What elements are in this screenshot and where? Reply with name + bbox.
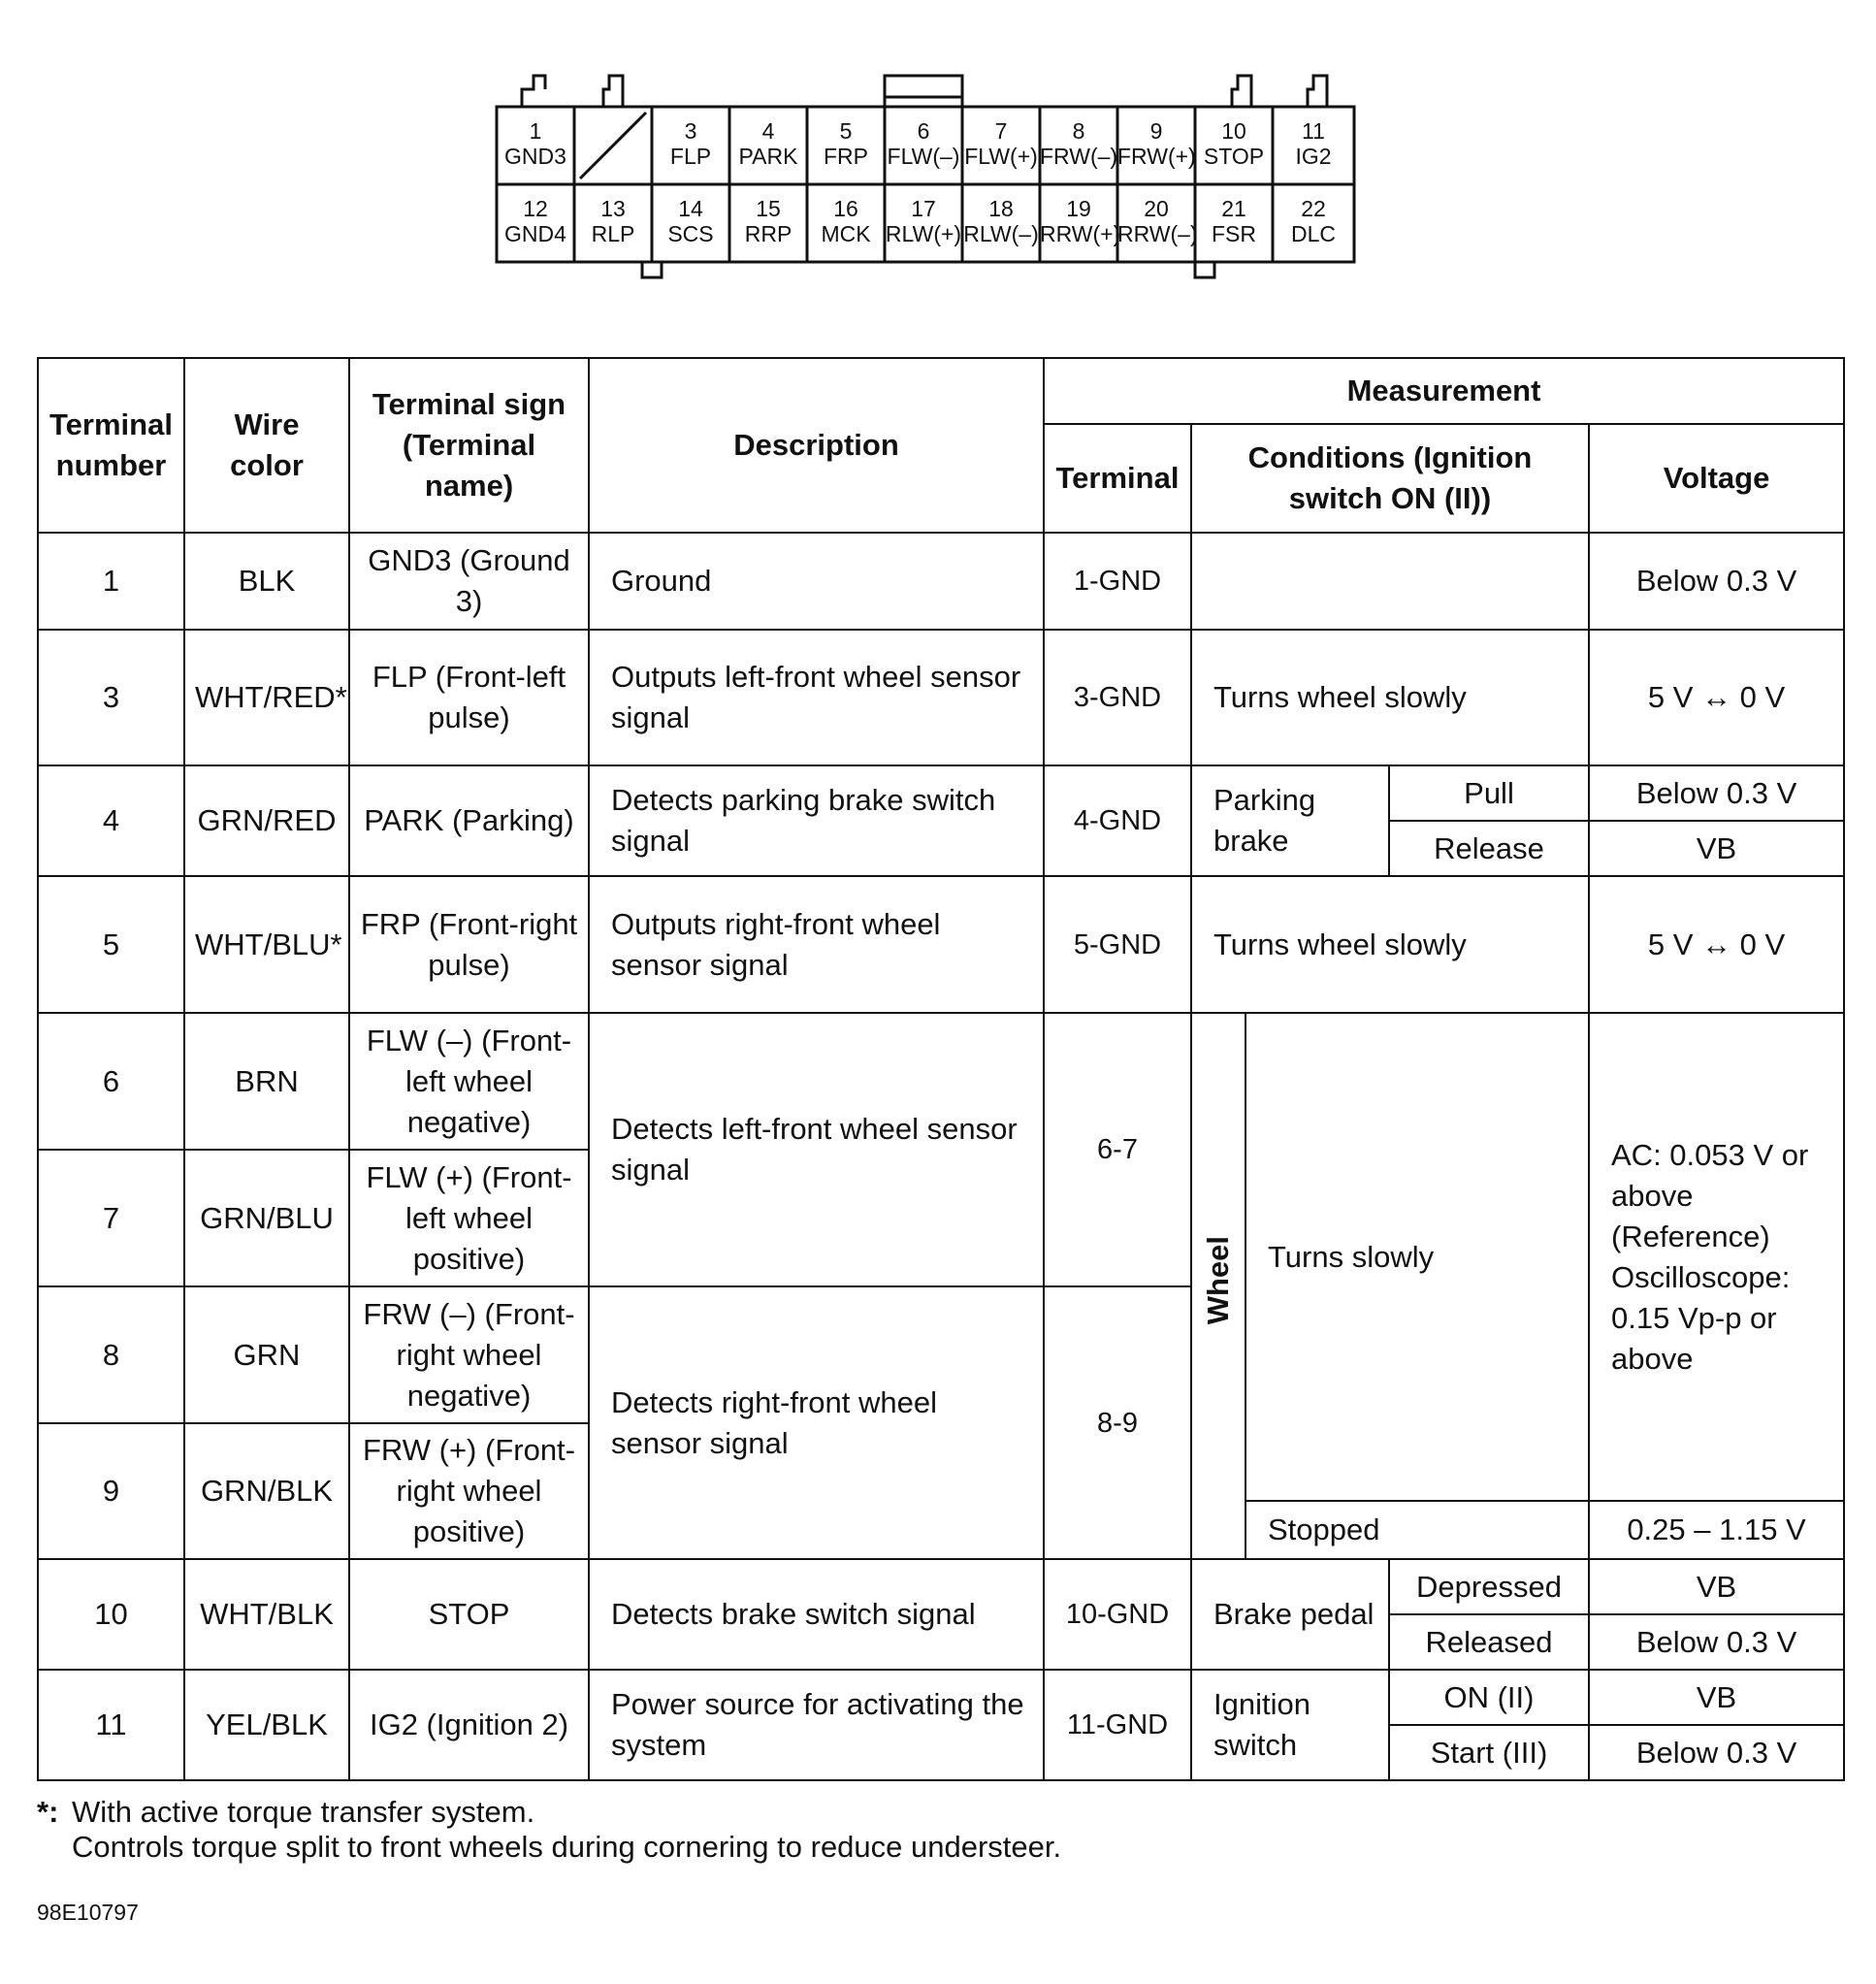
header-wire-color: Wire color bbox=[184, 358, 349, 533]
pin-7 bbox=[962, 118, 1040, 169]
terminal-number: 5 bbox=[38, 876, 184, 1013]
terminal-sign: FRW (–) (Front-right wheel negative) bbox=[349, 1286, 589, 1423]
header-terminal-sign: Terminal sign (Terminal name) bbox=[349, 358, 589, 533]
voltage: Below 0.3 V bbox=[1589, 765, 1844, 821]
pin-sign: GND4 bbox=[504, 221, 566, 246]
sub-condition: Start (III) bbox=[1389, 1725, 1589, 1780]
condition: Ignition switch bbox=[1191, 1670, 1389, 1780]
table-row bbox=[38, 630, 1844, 765]
voltage: VB bbox=[1589, 1559, 1844, 1614]
pin-number: 9 bbox=[1149, 118, 1163, 144]
pin-10 bbox=[1195, 118, 1273, 169]
pin-number: 13 bbox=[600, 196, 626, 221]
wire-color: BRN bbox=[184, 1013, 349, 1150]
pin-sign: FLW(–) bbox=[887, 144, 960, 169]
terminal-sign: FRW (+) (Front-right wheel positive) bbox=[349, 1423, 589, 1559]
pin-number: 21 bbox=[1221, 196, 1246, 221]
voltage: Below 0.3 V bbox=[1589, 533, 1844, 630]
sub-condition: Depressed bbox=[1389, 1559, 1589, 1614]
pin-sign: RLP bbox=[591, 221, 635, 246]
measure-terminal: 5-GND bbox=[1044, 876, 1191, 1013]
pin-number: 3 bbox=[684, 118, 697, 144]
footnote-body bbox=[72, 1795, 1061, 1865]
terminal-sign: STOP bbox=[349, 1559, 589, 1670]
pin-sign: FRW(+) bbox=[1117, 144, 1196, 169]
pin-number: 14 bbox=[678, 196, 703, 221]
pin-3 bbox=[652, 118, 729, 169]
measure-terminal: 6-7 bbox=[1044, 1013, 1191, 1286]
footnote-mark: *: bbox=[37, 1795, 59, 1829]
wire-color: GRN/RED bbox=[184, 765, 349, 876]
pin-number: 20 bbox=[1144, 196, 1169, 221]
condition bbox=[1191, 533, 1589, 630]
voltage: VB bbox=[1589, 821, 1844, 876]
measure-terminal: 1-GND bbox=[1044, 533, 1191, 630]
voltage: 0.25 – 1.15 V bbox=[1589, 1501, 1844, 1559]
pin-sign: PARK bbox=[738, 144, 798, 169]
pin-22 bbox=[1273, 196, 1354, 246]
wheel-label: Wheel bbox=[1201, 1236, 1235, 1325]
terminal-sign: IG2 (Ignition 2) bbox=[349, 1670, 589, 1780]
pin-13 bbox=[574, 196, 652, 246]
table-row bbox=[38, 1559, 1844, 1614]
terminal-sign: FRP (Front-right pulse) bbox=[349, 876, 589, 1013]
footnote-line-2: Controls torque split to front wheels during cornering to reduce understeer. bbox=[72, 1830, 1062, 1864]
pin-sign: FRW(–) bbox=[1040, 144, 1118, 169]
sub-condition: Pull bbox=[1389, 765, 1589, 821]
pin-number: 6 bbox=[917, 118, 930, 144]
pin-18 bbox=[962, 196, 1040, 246]
terminal-number: 3 bbox=[38, 630, 184, 765]
sub-condition: Release bbox=[1389, 821, 1589, 876]
connector-outline bbox=[495, 72, 1368, 285]
table-row bbox=[38, 765, 1844, 821]
wire-color: WHT/RED* bbox=[184, 630, 349, 765]
pin-number: 8 bbox=[1072, 118, 1085, 144]
voltage: Below 0.3 V bbox=[1589, 1614, 1844, 1670]
pin-16 bbox=[807, 196, 885, 246]
terminal-number: 4 bbox=[38, 765, 184, 876]
pin-sign: DLC bbox=[1290, 221, 1336, 246]
pin-sign: FRP bbox=[824, 144, 868, 169]
terminal-number: 1 bbox=[38, 533, 184, 630]
terminal-sign: PARK (Parking) bbox=[349, 765, 589, 876]
description: Outputs right-front wheel sensor signal bbox=[589, 876, 1044, 1013]
wire-color: BLK bbox=[184, 533, 349, 630]
pin-number: 18 bbox=[988, 196, 1014, 221]
pin-sign: STOP bbox=[1203, 144, 1265, 169]
pin-number: 10 bbox=[1221, 118, 1246, 144]
pin-number: 17 bbox=[911, 196, 936, 221]
pin-sign: FSR bbox=[1212, 221, 1256, 246]
pin-number: 19 bbox=[1066, 196, 1091, 221]
pin-number: 7 bbox=[994, 118, 1008, 144]
terminal-sign: FLW (+) (Front-left wheel positive) bbox=[349, 1150, 589, 1286]
pin-sign: FLP bbox=[669, 144, 712, 169]
pin-1 bbox=[497, 118, 574, 169]
voltage: Below 0.3 V bbox=[1589, 1725, 1844, 1780]
pin-sign: RRW(–) bbox=[1117, 221, 1198, 246]
figure-id: 98E10797 bbox=[37, 1900, 139, 1925]
description: Ground bbox=[589, 533, 1044, 630]
voltage: 5 V ↔ 0 V bbox=[1589, 630, 1844, 765]
wire-color: WHT/BLK bbox=[184, 1559, 349, 1670]
description: Detects right-front wheel sensor signal bbox=[589, 1286, 1044, 1559]
header-description: Description bbox=[589, 358, 1044, 533]
terminal-sign: FLW (–) (Front-left wheel negative) bbox=[349, 1013, 589, 1150]
pin-number: 22 bbox=[1301, 196, 1326, 221]
measure-terminal: 3-GND bbox=[1044, 630, 1191, 765]
pin-9 bbox=[1117, 118, 1195, 169]
pin-number: 11 bbox=[1302, 118, 1325, 144]
voltage: 5 V ↔ 0 V bbox=[1589, 876, 1844, 1013]
condition: Parking brake bbox=[1191, 765, 1389, 876]
wire-color: GRN bbox=[184, 1286, 349, 1423]
measure-terminal: 10-GND bbox=[1044, 1559, 1191, 1670]
pin-sign: RRP bbox=[744, 221, 792, 246]
pin-20 bbox=[1117, 196, 1198, 246]
pin-4 bbox=[729, 118, 807, 169]
wire-color: GRN/BLU bbox=[184, 1150, 349, 1286]
table-row bbox=[38, 1013, 1844, 1150]
terminal-table bbox=[37, 357, 1845, 1781]
wire-color: GRN/BLK bbox=[184, 1423, 349, 1559]
header-voltage: Voltage bbox=[1589, 424, 1844, 533]
voltage: AC: 0.053 V or above (Reference) Oscilloscope: 0.15 Vp-p or above bbox=[1589, 1013, 1844, 1501]
condition: Stopped bbox=[1245, 1501, 1589, 1559]
terminal-number: 8 bbox=[38, 1286, 184, 1423]
terminal-number: 10 bbox=[38, 1559, 184, 1670]
description: Detects brake switch signal bbox=[589, 1559, 1044, 1670]
pin-21 bbox=[1195, 196, 1273, 246]
voltage: VB bbox=[1589, 1670, 1844, 1725]
description: Power source for activating the system bbox=[589, 1670, 1044, 1780]
table-row bbox=[38, 1670, 1844, 1725]
pin-12 bbox=[497, 196, 574, 246]
pin-19 bbox=[1040, 196, 1121, 246]
condition: Brake pedal bbox=[1191, 1559, 1389, 1670]
wire-color: WHT/BLU* bbox=[184, 876, 349, 1013]
terminal-number: 11 bbox=[38, 1670, 184, 1780]
header-conditions: Conditions (Ignition switch ON (II)) bbox=[1191, 424, 1589, 533]
terminal-sign: GND3 (Ground 3) bbox=[349, 533, 589, 630]
wheel-label-cell bbox=[1191, 1013, 1245, 1559]
header-terminal: Terminal bbox=[1044, 424, 1191, 533]
terminal-number: 6 bbox=[38, 1013, 184, 1150]
sub-condition: Released bbox=[1389, 1614, 1589, 1670]
header-measurement: Measurement bbox=[1044, 358, 1844, 424]
table-row bbox=[38, 533, 1844, 630]
pin-sign: RRW(+) bbox=[1040, 221, 1121, 246]
description: Outputs left-front wheel sensor signal bbox=[589, 630, 1044, 765]
header-terminal-number: Terminal number bbox=[38, 358, 184, 533]
condition: Turns wheel slowly bbox=[1191, 630, 1589, 765]
pin-8 bbox=[1040, 118, 1117, 169]
wire-color: YEL/BLK bbox=[184, 1670, 349, 1780]
terminal-number: 7 bbox=[38, 1150, 184, 1286]
pin-number: 4 bbox=[761, 118, 775, 144]
pin-17 bbox=[885, 196, 962, 246]
pin-sign: MCK bbox=[821, 221, 871, 246]
pin-15 bbox=[729, 196, 807, 246]
condition: Turns wheel slowly bbox=[1191, 876, 1589, 1013]
pin-sign: GND3 bbox=[504, 144, 566, 169]
sub-condition: ON (II) bbox=[1389, 1670, 1589, 1725]
pin-11 bbox=[1273, 118, 1354, 169]
footnote-line-1: With active torque transfer system. bbox=[72, 1795, 535, 1829]
pin-number: 5 bbox=[839, 118, 853, 144]
pin-5 bbox=[807, 118, 885, 169]
measure-terminal: 8-9 bbox=[1044, 1286, 1191, 1559]
condition: Turns slowly bbox=[1245, 1013, 1589, 1501]
pin-6 bbox=[885, 118, 962, 169]
measure-terminal: 11-GND bbox=[1044, 1670, 1191, 1780]
pin-14 bbox=[652, 196, 729, 246]
description: Detects left-front wheel sensor signal bbox=[589, 1013, 1044, 1286]
pin-number: 1 bbox=[529, 118, 542, 144]
terminal-number: 9 bbox=[38, 1423, 184, 1559]
pin-sign: IG2 bbox=[1295, 144, 1332, 169]
pin-sign: RLW(+) bbox=[885, 221, 962, 246]
pin-number: 12 bbox=[523, 196, 548, 221]
measure-terminal: 4-GND bbox=[1044, 765, 1191, 876]
footnote bbox=[37, 1795, 1061, 1865]
table-row bbox=[38, 876, 1844, 1013]
description: Detects parking brake switch signal bbox=[589, 765, 1044, 876]
pin-number: 16 bbox=[833, 196, 858, 221]
pin-number: 15 bbox=[756, 196, 781, 221]
connector-diagram bbox=[495, 72, 1368, 285]
pin-sign: FLW(+) bbox=[964, 144, 1038, 169]
pin-sign: RLW(–) bbox=[963, 221, 1039, 246]
pin-sign: SCS bbox=[667, 221, 714, 246]
terminal-sign: FLP (Front-left pulse) bbox=[349, 630, 589, 765]
